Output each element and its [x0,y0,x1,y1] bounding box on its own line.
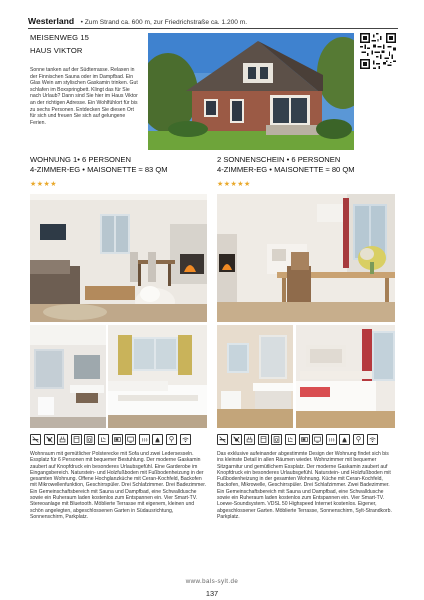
apartment-1-title [30,155,168,175]
microwave-icon [299,434,310,445]
dryer-icon [285,434,296,445]
apartment-2-stars: ★★★★★ [217,179,251,188]
website-url[interactable]: www.bals-sylt.de [185,578,239,585]
garden-icon [166,434,177,445]
apartment-2-description: Das exklusive aufeinander abgestimmte Design der Wohnung findet sich bis ins kleinste Detail in allen Räumen wieder. Wohnzimmer mit bequemer Sitzgarnitur und gemütlichem Essplatz. Der moderne Gaskamin zaubert auf Knopfdruck ein besonderes Urlaubsgefühl. Naturstein- und Holzfußboden mit Fußbodenheizung in der gesamten Wohnung. Küche mit Ceran-Kochfeld, Backofen, Mikrowelle, Geschirrspüler. Drei Schlafzimmer. Zwei Badezimmer. Ein Gemeinschaftsbereich mit Sauna und Dampfbad, eine Schwalldusche sowie ein Ruheraum laden kostenlos zum Entspannen ein. Vier Smart-TV. Loewe-Soundsystem. VDSL 50 Highspeed Internet kostenlos. Eigener, abgeschlossener Garten. Möblierte Terrasse, Sonnenschirm, Sylt-Strandkorb. Parkplatz. [217,451,392,520]
apartment-1-title-line2: 4-ZIMMER-EG • MAISONETTE ≈ 83 QM [30,165,168,174]
dishwasher-icon [71,434,82,445]
apartment-2-bathroom-photo [217,325,293,428]
apartment-1-title-line1: WOHNUNG 1• 6 PERSONEN [30,155,131,164]
sauna-icon [139,434,150,445]
kitchen-icon [57,434,68,445]
qr-code[interactable] [360,33,396,69]
house-exterior-photo [148,33,354,150]
apartment-2-amenity-icons [217,434,378,445]
page-header [28,11,398,29]
apartment-2-bedroom-photo [296,325,395,428]
tv-icon [312,434,323,445]
fireplace-icon [152,434,163,445]
location-name: Westerland [28,16,75,26]
no-smoking-icon [30,434,41,445]
apartment-1-description: Wohnraum mit gemütlicher Polsterecke mit Sofa und zwei Ledersesseln. Essplatz für 6 Personen mit bequemer Bestuhlung. Der moderne Gaskamin zaubert auf Knopfdruck ein besonderes Urlaubsgefühl. Eine Garderobe im Eingangsbereich. Naturstein- und Holzfußboden mit Fußbodenheizung in der gesamten Wohnung. Offene Hochglanzküche mit Ceran-Kochfeld, Backofen mit Mikrowellenfunktion, Geschirrspüler. Drei Schlafzimmer. Drei Badezimmer. Ein Gemeinschaftsbereich mit Sauna und Dampfbad, eine Schwalldusche sowie ein Ruheraum laden kostenlos zum Entspannen ein. Vier Smart-TV. Stereoanlage mit Bluetooth. Möblierte Terrasse mit eigenem, kleinen und schön angelegten, abgeschlossenen Garten in Südausrichtung, Sonnenschirm, Parkplatz. [30,451,207,520]
apartment-1-bedroom-photo [108,325,207,428]
kitchen-icon [244,434,255,445]
dishwasher-icon [258,434,269,445]
dryer-icon [98,434,109,445]
property-name: HAUS VIKTOR [30,46,83,55]
wifi-icon [180,434,191,445]
apartment-2-title-line2: 4-ZIMMER-EG • MAISONETTE ≈ 80 QM [217,165,355,174]
apartment-2-title [217,155,355,175]
apartment-1-bathroom-photo [30,325,106,428]
no-pets-icon [44,434,55,445]
location-distance: • Zum Strand ca. 600 m, zur Friedrichstraße ca. 1.200 m. [80,19,248,26]
tv-icon [125,434,136,445]
fireplace-icon [339,434,350,445]
apartment-1-amenity-icons [30,434,191,445]
garden-icon [353,434,364,445]
property-address: MEISENWEG 15 [30,33,90,42]
page-number: 137 [205,589,219,598]
no-pets-icon [231,434,242,445]
microwave-icon [112,434,123,445]
apartment-1-living-room-photo [30,194,207,322]
wifi-icon [367,434,378,445]
property-intro: Sonne tanken auf der Südterrasse. Relaxen in der Finnischen Sauna oder im Dampfbad. Ein Glas Wein am stylischen Gaskamin trinken. Gut schlafen im Boxspringbett. Klingt das für Sie nach Urlaub? Dann sind Sie hier im Haus Viktor an der richtigen Adresse. Ein Wohlfühlort für bis zu sechs Personen. Entdecken Sie diesen Ort für sich und freuen Sie sich auf gelungene Ferien. [30,67,138,126]
washer-icon [84,434,95,445]
washer-icon [271,434,282,445]
apartment-2-living-room-photo [217,194,395,322]
sauna-icon [326,434,337,445]
apartment-2-title-line1: 2 SONNENSCHEIN • 6 PERSONEN [217,155,341,164]
no-smoking-icon [217,434,228,445]
apartment-1-stars: ★★★★ [30,179,57,188]
